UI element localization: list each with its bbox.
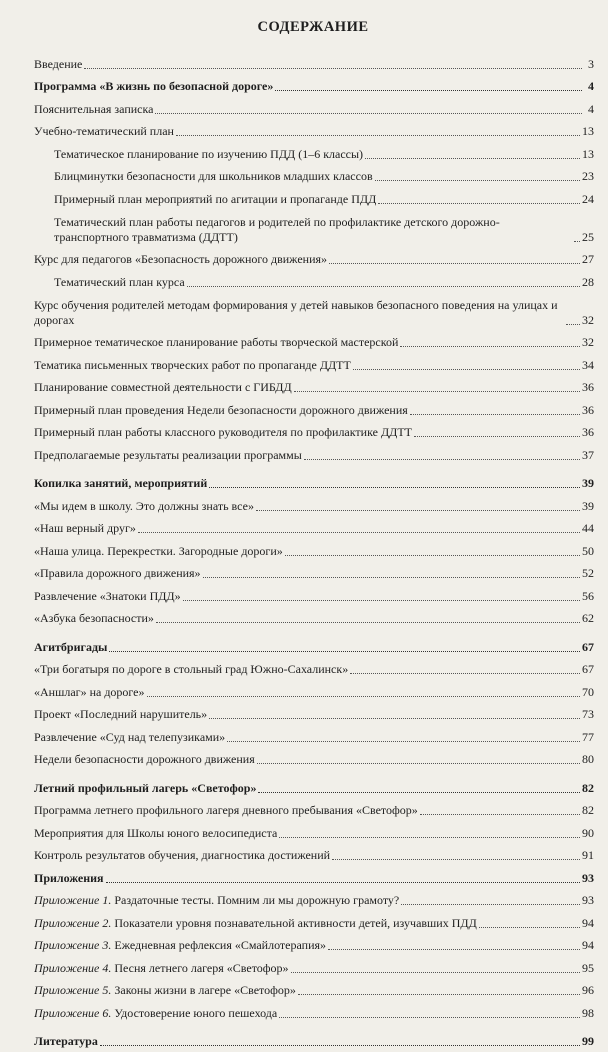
toc-entry-title: Тематическое планирование по изучению ПДД (1–6 классы) [54, 147, 363, 162]
dot-leader [291, 971, 580, 973]
toc-entry-title: Пояснительная записка [34, 102, 153, 117]
toc-page-number: 32 [582, 313, 594, 328]
toc-entry[interactable] [32, 821, 594, 844]
toc-entry-title: Блицминутки безопасности для школьников младших классов [54, 169, 373, 184]
dot-leader [275, 89, 582, 91]
toc-entry[interactable] [32, 799, 594, 822]
toc-page-number: 98 [582, 1006, 594, 1021]
dot-leader [401, 903, 580, 905]
toc-entry-title: Предполагаемые результаты реализации программы [34, 448, 302, 463]
toc-entry[interactable] [32, 539, 594, 562]
dot-leader [209, 717, 580, 719]
toc-entry[interactable] [32, 1001, 594, 1024]
toc-entry-title: Тематический план работы педагогов и родителей по профилактике детского дорожно-транспортного травматизма (ДДТТ) [54, 215, 572, 245]
toc-page-number: 67 [582, 662, 594, 677]
toc-entry-title: «Три богатыря по дороге в стольный град Южно-Сахалинск» [34, 662, 348, 677]
toc-entry[interactable] [32, 421, 594, 444]
toc-entry[interactable] [32, 725, 594, 748]
toc-entry-title: Копилка занятий, мероприятий [34, 476, 207, 491]
toc-entry-title: Введение [34, 57, 82, 72]
toc-entry-title [34, 1006, 277, 1021]
toc-entry[interactable] [32, 748, 594, 771]
dot-leader [156, 621, 580, 623]
toc-entry-title: Примерное тематическое планирование работы творческой мастерской [34, 335, 398, 350]
toc-page-number: 39 [582, 499, 594, 514]
dot-leader [574, 240, 580, 242]
toc-entry-label: Ежедневная рефлексия «Смайлотерапия» [114, 938, 326, 952]
toc-page-number: 96 [582, 983, 594, 998]
toc-entry-title: «Правила дорожного движения» [34, 566, 201, 581]
toc-page-number: 77 [582, 730, 594, 745]
toc-entry[interactable] [32, 165, 594, 188]
toc-entry-title: Примерный план мероприятий по агитации и пропаганде ПДД [54, 192, 376, 207]
toc-entry[interactable] [32, 911, 594, 934]
toc-entry-label: Показатели уровня познавательной активности детей, изучавших ПДД [114, 916, 476, 930]
toc-page-number: 91 [582, 848, 594, 863]
dot-leader [187, 285, 580, 287]
toc-entry[interactable] [32, 443, 594, 466]
toc-entry-title: Тематический план курса [54, 275, 185, 290]
toc-section-heading[interactable] [32, 776, 594, 799]
dot-leader [138, 531, 580, 533]
dot-leader [328, 948, 580, 950]
toc-entry[interactable] [32, 210, 594, 248]
page-title: СОДЕРЖАНИЕ [32, 16, 594, 38]
toc-page-number: 62 [582, 611, 594, 626]
dot-leader [285, 554, 580, 556]
appendix-prefix: Приложение 2. [34, 916, 111, 930]
toc-page-number: 25 [582, 230, 594, 245]
toc-entry[interactable] [32, 97, 594, 120]
appendix-prefix: Приложение 4. [34, 961, 111, 975]
dot-leader [258, 791, 580, 793]
dot-leader [400, 345, 580, 347]
toc-entry-title [34, 916, 477, 931]
dot-leader [209, 486, 580, 488]
dot-leader [183, 599, 580, 601]
dot-leader [298, 993, 580, 995]
toc-entry-title [34, 938, 326, 953]
dot-leader [155, 112, 582, 114]
toc-page-number: 28 [582, 275, 594, 290]
toc-entry-title: Недели безопасности дорожного движения [34, 752, 255, 767]
toc-entry-label: Песня летнего лагеря «Светофор» [114, 961, 288, 975]
toc-entry-title: Курс обучения родителей методам формирования у детей навыков безопасного поведения на улицах и дорогах [34, 298, 564, 328]
table-of-contents [32, 52, 594, 1052]
toc-entry-title: Примерный план проведения Недели безопасности дорожного движения [34, 403, 408, 418]
toc-page-number: 37 [582, 448, 594, 463]
toc-entry[interactable] [32, 934, 594, 957]
toc-entry-title: Контроль результатов обучения, диагностика достижений [34, 848, 330, 863]
toc-entry-title: Планирование совместной деятельности с ГИБДД [34, 380, 292, 395]
toc-page-number: 3 [584, 57, 594, 72]
toc-page-number: 73 [582, 707, 594, 722]
toc-entry-title: «Аншлаг» на дороге» [34, 685, 145, 700]
toc-entry[interactable] [32, 584, 594, 607]
toc-entry[interactable] [32, 517, 594, 540]
toc-entry-title [34, 983, 296, 998]
toc-page-number: 13 [582, 147, 594, 162]
toc-page-number: 99 [582, 1034, 594, 1049]
toc-section-heading[interactable] [32, 75, 594, 98]
dot-leader [256, 509, 580, 511]
dot-leader [147, 695, 580, 697]
dot-leader [106, 881, 580, 883]
toc-page-number: 82 [582, 781, 594, 796]
appendix-prefix: Приложение 3. [34, 938, 111, 952]
toc-entry-title: Приложения [34, 871, 104, 886]
appendix-prefix: Приложение 5. [34, 983, 111, 997]
dot-leader [279, 1016, 580, 1018]
toc-page-number: 39 [582, 476, 594, 491]
dot-leader [84, 67, 582, 69]
appendix-prefix: Приложение 6. [34, 1006, 111, 1020]
toc-entry-title: «Наш верный друг» [34, 521, 136, 536]
dot-leader [332, 858, 580, 860]
toc-entry[interactable] [32, 889, 594, 912]
toc-page-number: 56 [582, 589, 594, 604]
toc-entry-title [34, 961, 289, 976]
dot-leader [375, 179, 580, 181]
toc-entry-label: Законы жизни в лагере «Светофор» [114, 983, 296, 997]
toc-entry-title [34, 893, 399, 908]
toc-entry-title: Литература [34, 1034, 98, 1049]
dot-leader [420, 813, 580, 815]
toc-entry-title: «Мы идем в школу. Это должны знать все» [34, 499, 254, 514]
appendix-prefix: Приложение 1. [34, 893, 111, 907]
toc-entry[interactable] [32, 607, 594, 630]
toc-page-number: 94 [582, 916, 594, 931]
toc-page-number: 4 [584, 79, 594, 94]
toc-entry[interactable] [32, 187, 594, 210]
toc-page-number: 23 [582, 169, 594, 184]
toc-entry[interactable] [32, 331, 594, 354]
toc-page-number: 67 [582, 640, 594, 655]
toc-page-number: 44 [582, 521, 594, 536]
toc-page-number: 50 [582, 544, 594, 559]
toc-entry-title: «Наша улица. Перекрестки. Загородные дороги» [34, 544, 283, 559]
dot-leader [257, 762, 580, 764]
toc-page-number: 36 [582, 403, 594, 418]
toc-entry[interactable] [32, 703, 594, 726]
toc-entry-title: Программа «В жизнь по безопасной дороге» [34, 79, 273, 94]
toc-page-number: 95 [582, 961, 594, 976]
toc-entry-title: Развлечение «Суд над телепузиками» [34, 730, 225, 745]
toc-section-heading[interactable] [32, 472, 594, 495]
toc-entry[interactable] [32, 353, 594, 376]
dot-leader [294, 390, 580, 392]
toc-entry[interactable] [32, 270, 594, 293]
dot-leader [353, 368, 580, 370]
toc-section-heading[interactable] [32, 635, 594, 658]
toc-entry[interactable] [32, 956, 594, 979]
dot-leader [566, 323, 580, 325]
toc-entry[interactable] [32, 562, 594, 585]
toc-page-number: 27 [582, 252, 594, 267]
toc-page-number: 52 [582, 566, 594, 581]
toc-entry-title: Развлечение «Знатоки ПДД» [34, 589, 181, 604]
toc-entry-title: Агитбригады [34, 640, 107, 655]
toc-page-number: 34 [582, 358, 594, 373]
toc-entry-title: Летний профильный лагерь «Светофор» [34, 781, 256, 796]
toc-page-number: 36 [582, 425, 594, 440]
toc-page-number: 32 [582, 335, 594, 350]
dot-leader [350, 672, 580, 674]
toc-entry-title: Мероприятия для Школы юного велосипедиста [34, 826, 277, 841]
toc-page-number: 13 [582, 124, 594, 139]
toc-entry[interactable] [32, 658, 594, 681]
toc-page-number: 94 [582, 938, 594, 953]
toc-page-number: 82 [582, 803, 594, 818]
dot-leader [378, 202, 580, 204]
toc-page-number: 93 [582, 871, 594, 886]
toc-entry-title: Учебно-тематический план [34, 124, 174, 139]
dot-leader [479, 926, 580, 928]
dot-leader [329, 262, 580, 264]
dot-leader [176, 134, 580, 136]
toc-entry-title: Курс для педагогов «Безопасность дорожного движения» [34, 252, 327, 267]
toc-section-heading[interactable] [32, 1030, 594, 1052]
toc-entry[interactable] [32, 142, 594, 165]
toc-entry[interactable] [32, 398, 594, 421]
dot-leader [414, 435, 580, 437]
toc-section-heading[interactable] [32, 866, 594, 889]
toc-entry[interactable] [32, 52, 594, 75]
toc-entry[interactable] [32, 376, 594, 399]
toc-entry[interactable] [32, 120, 594, 143]
toc-entry-title: Примерный план работы классного руководителя по профилактике ДДТТ [34, 425, 412, 440]
toc-page-number: 93 [582, 893, 594, 908]
toc-entry[interactable] [32, 494, 594, 517]
toc-entry[interactable] [32, 293, 594, 331]
dot-leader [203, 576, 580, 578]
dot-leader [227, 740, 580, 742]
toc-page-number: 4 [584, 102, 594, 117]
toc-page-number: 70 [582, 685, 594, 700]
toc-entry-title: Программа летнего профильного лагеря дневного пребывания «Светофор» [34, 803, 418, 818]
toc-entry[interactable] [32, 248, 594, 271]
toc-entry-title: Проект «Последний нарушитель» [34, 707, 207, 722]
dot-leader [109, 650, 580, 652]
dot-leader [304, 458, 580, 460]
dot-leader [410, 413, 580, 415]
toc-page-number: 80 [582, 752, 594, 767]
toc-entry-label: Раздаточные тесты. Помним ли мы дорожную грамоту? [114, 893, 399, 907]
toc-entry-label: Удостоверение юного пешехода [114, 1006, 277, 1020]
dot-leader [100, 1044, 580, 1046]
toc-entry-title: Тематика письменных творческих работ по пропаганде ДДТТ [34, 358, 351, 373]
toc-page-number: 90 [582, 826, 594, 841]
toc-page-number: 36 [582, 380, 594, 395]
dot-leader [279, 836, 580, 838]
toc-entry[interactable] [32, 979, 594, 1002]
toc-page-number: 24 [582, 192, 594, 207]
dot-leader [365, 157, 580, 159]
toc-entry[interactable] [32, 844, 594, 867]
toc-entry[interactable] [32, 680, 594, 703]
toc-entry-title: «Азбука безопасности» [34, 611, 154, 626]
